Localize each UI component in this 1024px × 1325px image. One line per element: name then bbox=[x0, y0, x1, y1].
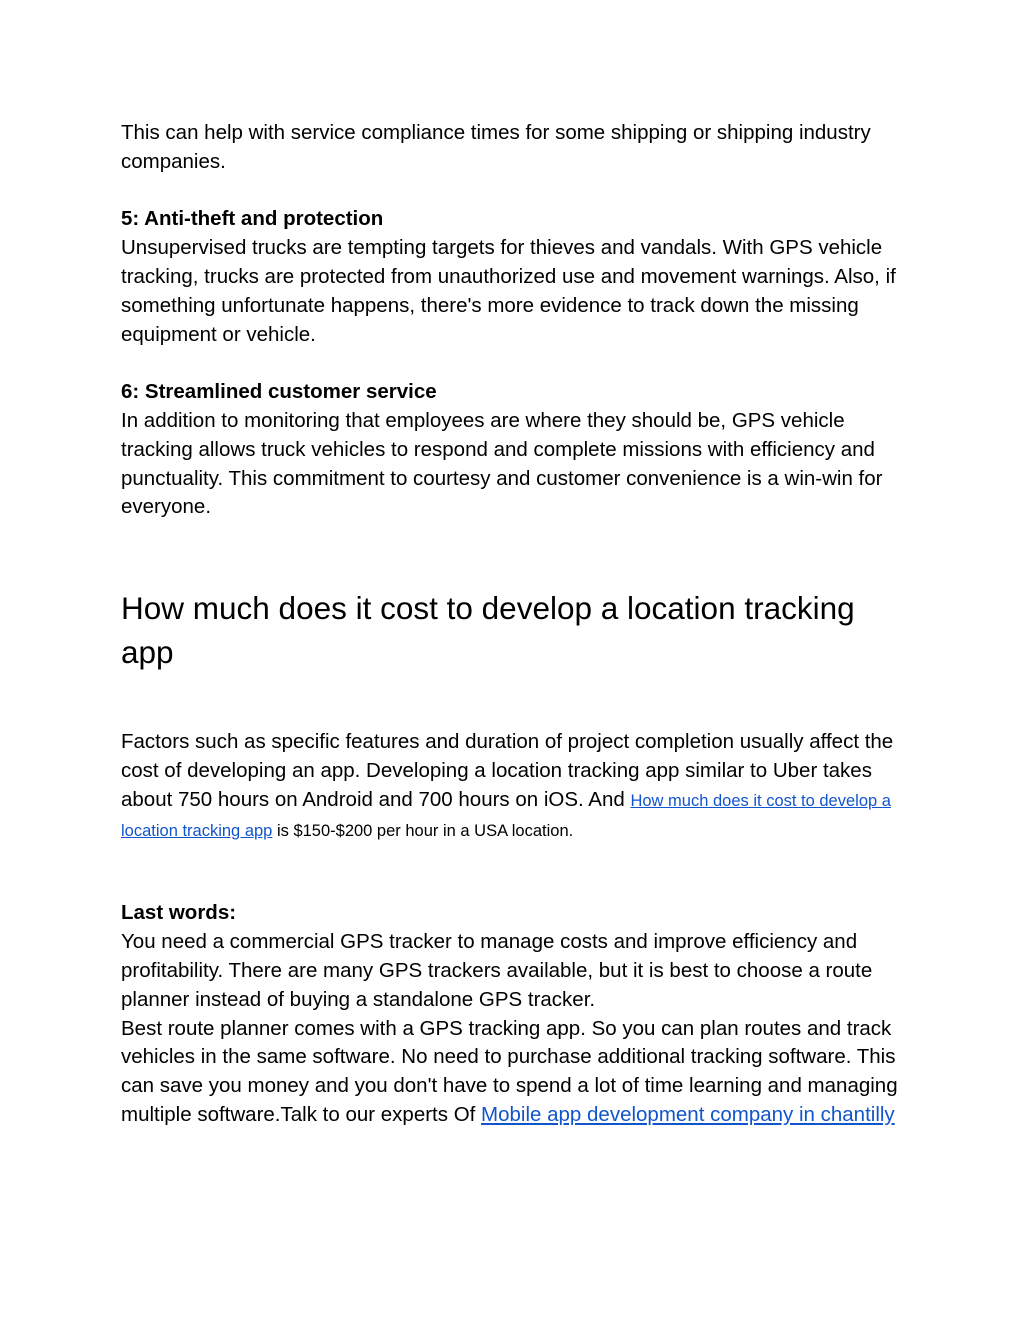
document-page bbox=[121, 119, 911, 1130]
last-words-text-before-link: Best route planner comes with a GPS tracking app. So you can plan routes and track vehicles in the same software. No need to purchase additional tracking software. This can save you money and you don't have to spend a lot of time learning and managing multiple software.Talk to our experts Of bbox=[121, 1016, 898, 1126]
spacer bbox=[121, 845, 911, 899]
section-last-words bbox=[121, 899, 911, 1129]
section-heading-customer-service: 6: Streamlined customer service bbox=[121, 380, 437, 404]
cost-section-title: How much does it cost to develop a location tracking app bbox=[121, 590, 855, 671]
cost-article-link[interactable]: How much does it cost to develop a location tracking app bbox=[121, 791, 891, 840]
section-anti-theft bbox=[121, 205, 911, 349]
cost-text-after-link: is $150-$200 per hour in a USA location. bbox=[272, 821, 574, 840]
last-words-paragraph-1: You need a commercial GPS tracker to manage costs and improve efficiency and profitability. There are many GPS trackers available, but it is best to choose a route planner instead of buying a standalone GPS tracker. bbox=[121, 930, 873, 1011]
spacer bbox=[121, 349, 911, 378]
spacer bbox=[121, 177, 911, 206]
section-heading-last-words: Last words: bbox=[121, 901, 237, 925]
spacer bbox=[121, 674, 911, 728]
section-body-anti-theft: Unsupervised trucks are tempting targets for thieves and vandals. With GPS vehicle tracking, trucks are protected from unauthorized use and movement warnings. Also, if something unfortunate happens, there's more evidence to track down the missing equipment or vehicle. bbox=[121, 236, 896, 346]
company-link[interactable]: Mobile app development company in chantilly bbox=[481, 1102, 895, 1126]
section-customer-service bbox=[121, 378, 911, 522]
cost-text-before-link: Factors such as specific features and duration of project completion usually affect the cost of developing an app. Developing a location tracking app similar to Uber takes about 750 hours on Android and 700 hours on iOS. And bbox=[121, 730, 894, 811]
section-heading-anti-theft: 5: Anti-theft and protection bbox=[121, 207, 384, 231]
spacer bbox=[121, 522, 911, 586]
cost-paragraph bbox=[121, 728, 911, 845]
section-body-customer-service: In addition to monitoring that employees are where they should be, GPS vehicle tracking allows truck vehicles to respond and complete missions with efficiency and punctuality. This commitment to courtesy and customer convenience is a win-win for everyone. bbox=[121, 408, 883, 519]
intro-closing-paragraph: This can help with service compliance times for some shipping or shipping industry companies. bbox=[121, 121, 871, 173]
last-words-paragraph-2 bbox=[121, 1015, 911, 1130]
